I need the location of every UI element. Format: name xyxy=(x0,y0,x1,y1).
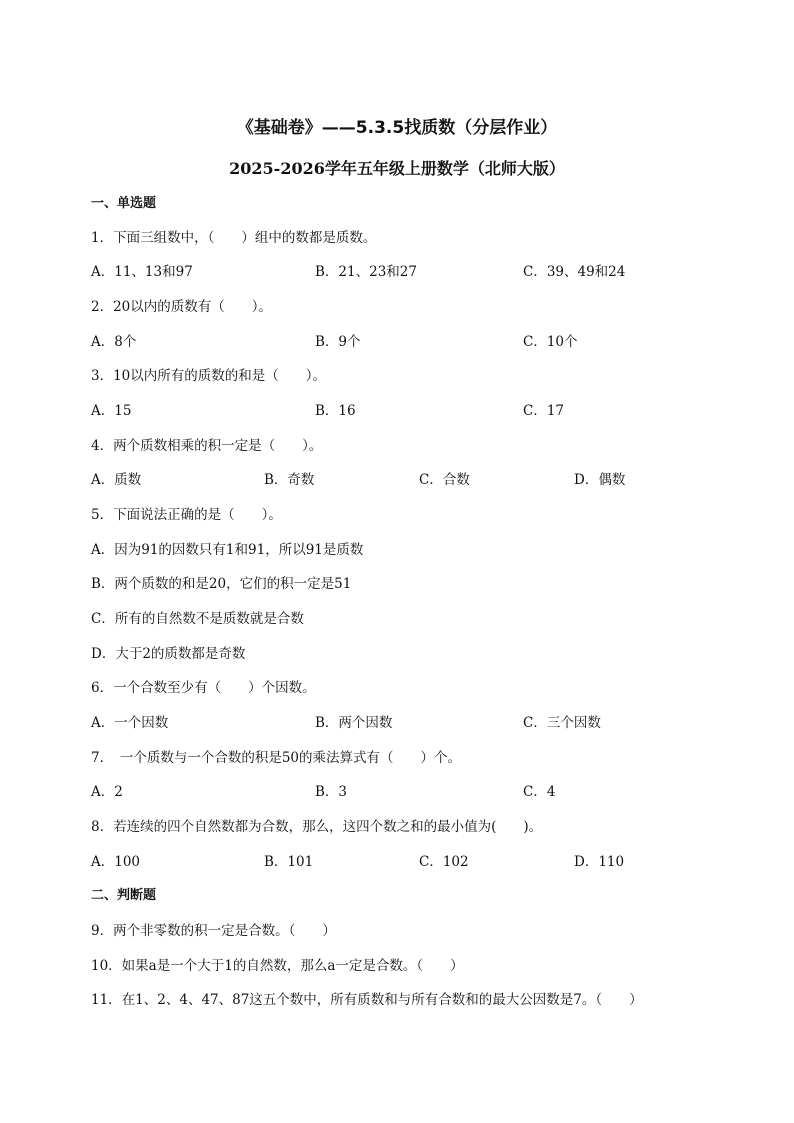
question-2-stem: 2．20以内的质数有（ ）。 xyxy=(91,299,273,315)
question-3-options xyxy=(91,402,711,420)
question-1-option-a: A．11、13和97 xyxy=(91,264,193,280)
question-3-option-b: B．16 xyxy=(315,403,356,419)
question-7-stem: 7． 一个质数与一个合数的积是50的乘法算式有（ ）个。 xyxy=(91,750,462,766)
question-5-option-a: A．因为91的因数只有1和91，所以91是质数 xyxy=(91,542,364,558)
question-1-stem: 1．下面三组数中，（ ）组中的数都是质数。 xyxy=(91,230,377,246)
question-5-option-d: D．大于2的质数都是奇数 xyxy=(91,646,246,662)
question-1-options xyxy=(91,263,711,281)
question-8-options xyxy=(91,853,711,871)
question-8-option-a: A．100 xyxy=(91,854,141,870)
question-4-option-c: C．合数 xyxy=(419,472,470,488)
question-5-option-b: B．两个质数的和是20，它们的积一定是51 xyxy=(91,576,352,592)
question-1-option-c: C．39、49和24 xyxy=(523,264,626,280)
question-8-option-b: B．101 xyxy=(264,854,314,870)
question-4-option-a: A．质数 xyxy=(91,472,142,488)
section-true-false: 二、判断题 xyxy=(91,888,157,903)
question-7-option-a: A．2 xyxy=(91,784,123,800)
question-4-option-d: D．偶数 xyxy=(574,472,626,488)
worksheet-subtitle: 2025-2026学年五年级上册数学（北师大版） xyxy=(229,159,565,178)
question-4-option-b: B．奇数 xyxy=(264,472,315,488)
question-7-option-b: B．3 xyxy=(315,784,348,800)
question-3-option-c: C．17 xyxy=(523,403,565,419)
question-2-options xyxy=(91,333,711,351)
judgment-11: 11．在1、2、4、47、87这五个数中，所有质数和与所有合数和的最大公因数是7。（ ） xyxy=(91,992,643,1008)
question-6-option-c: C．三个因数 xyxy=(523,715,601,731)
question-3-stem: 3．10以内所有的质数的和是（ ）。 xyxy=(91,368,327,384)
judgment-9: 9．两个非零数的积一定是合数。（ ） xyxy=(91,923,336,939)
section-single-choice: 一、单选题 xyxy=(91,196,157,211)
question-7-options xyxy=(91,783,711,801)
question-3-option-a: A．15 xyxy=(91,403,132,419)
question-5-stem: 5．下面说法正确的是（ ）。 xyxy=(91,507,282,523)
question-8-option-d: D．110 xyxy=(574,854,625,870)
question-1-option-b: B．21、23和27 xyxy=(315,264,417,280)
question-6-options xyxy=(91,714,711,732)
question-2-option-c: C．10个 xyxy=(523,334,578,350)
question-5-option-c: C．所有的自然数不是质数就是合数 xyxy=(91,611,304,627)
question-2-option-b: B．9个 xyxy=(315,334,361,350)
judgment-10: 10．如果a是一个大于1的自然数，那么a一定是合数。（ ） xyxy=(91,958,464,974)
question-4-stem: 4．两个质数相乘的积一定是（ ）。 xyxy=(91,438,323,454)
question-2-option-a: A．8个 xyxy=(91,334,137,350)
question-8-stem: 8．若连续的四个自然数都为合数，那么，这四个数之和的最小值为( )。 xyxy=(91,819,543,835)
question-6-option-a: A．一个因数 xyxy=(91,715,169,731)
question-8-option-c: C．102 xyxy=(419,854,469,870)
worksheet-title: 《基础卷》——5.3.5找质数（分层作业） xyxy=(236,118,558,138)
question-7-option-c: C．4 xyxy=(523,784,556,800)
question-6-option-b: B．两个因数 xyxy=(315,715,393,731)
question-4-options xyxy=(91,471,711,489)
question-6-stem: 6．一个合数至少有（ ）个因数。 xyxy=(91,680,316,696)
